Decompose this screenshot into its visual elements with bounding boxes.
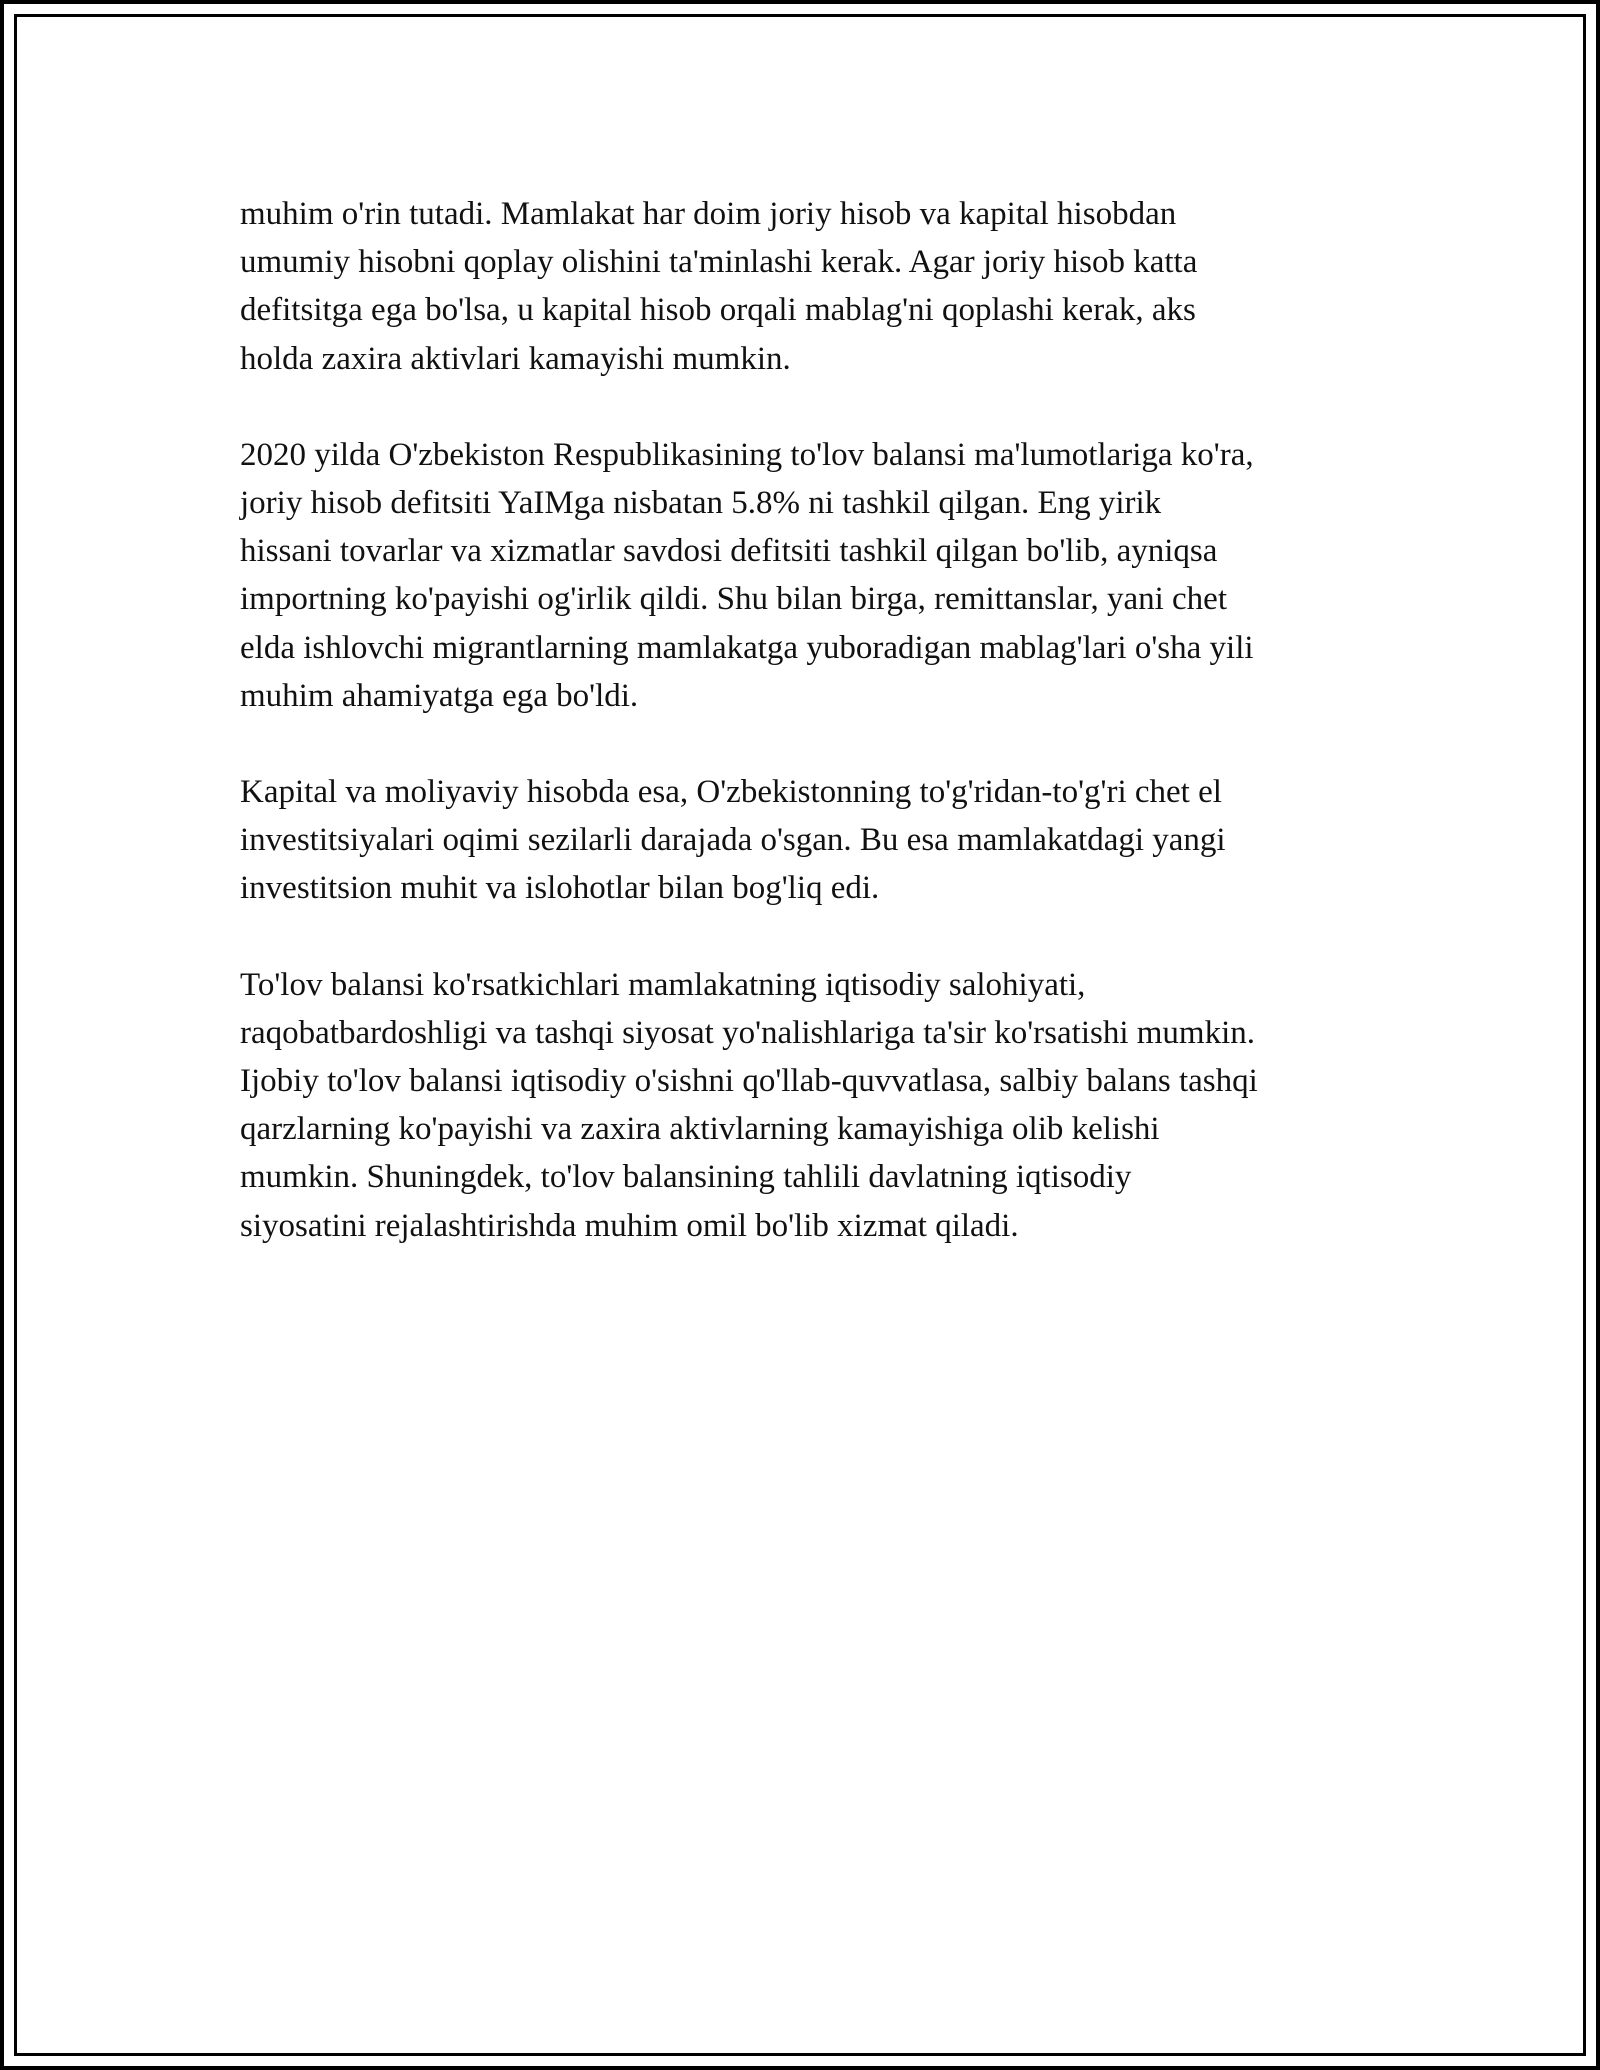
paragraph-4: To'lov balansi ko'rsatkichlari mamlakatning iqtisodiy salohiyati, raqobatbardoshligi va tashqi siyosat yo'nalishlariga ta'sir ko'rsatishi mumkin. Ijobiy to'lov balansi iqtisodiy o'sishni qo'llab-quvvatlasa, salbiy balans tashqi qarzlarning ko'payishi va zaxira aktivlarning kamayishiga olib kelishi mumkin. Shuningdek, to'lov balansining tahlili davlatning iqtisodiy siyosatini rejalashtirishda muhim omil bo'lib xizmat qiladi. <box>240 966 1258 1244</box>
paragraph-1: muhim o'rin tutadi. Mamlakat har doim joriy hisob va kapital hisobdan umumiy hisobni qoplay olishini ta'minlashi kerak. Agar joriy hisob katta defitsitga ega bo'lsa, u kapital hisob orqali mablag'ni qoplashi kerak, aks holda zaxira aktivlari kamayishi mumkin. <box>240 196 1198 377</box>
document-body <box>240 190 1400 1298</box>
paragraph-3: Kapital va moliyaviy hisobda esa, O'zbekistonning to'g'ridan-to'g'ri chet el investitsiyalari oqimi sezilarli darajada o'sgan. Bu esa mamlakatdagi yangi investitsion muhit va islohotlar bilan bog'liq edi. <box>240 774 1226 907</box>
paragraph-2: 2020 yilda O'zbekiston Respublikasining to'lov balansi ma'lumotlariga ko'ra, joriy hisob defitsiti YaIMga nisbatan 5.8% ni tashkil qilgan. Eng yirik hissani tovarlar va xizmatlar savdosi defitsiti tashkil qilgan bo'lib, ayniqsa importning ko'payishi og'irlik qildi. Shu bilan birga, remittanslar, yani chet elda ishlovchi migrantlarning mamlakatga yuboradigan mablag'lari o'sha yili muhim ahamiyatga ega bo'ldi. <box>240 436 1254 714</box>
